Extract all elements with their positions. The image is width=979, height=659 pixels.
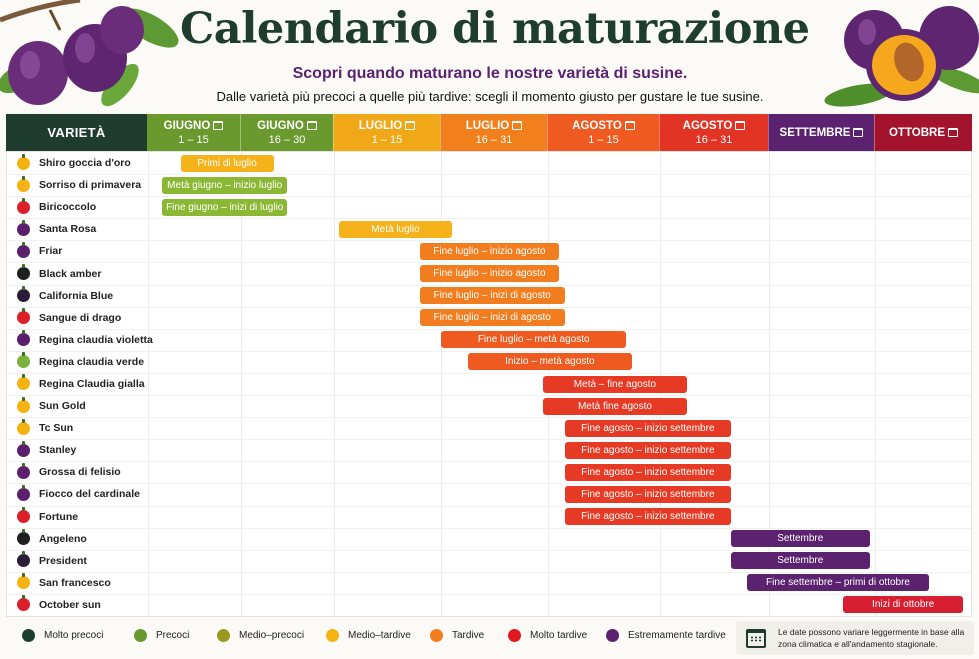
period-sublabel: 1 – 15 xyxy=(588,133,619,146)
legend-item xyxy=(22,629,103,642)
plum-icon xyxy=(17,400,30,413)
legend-item xyxy=(326,629,411,642)
legend-label: Estremamente tardive xyxy=(628,630,726,641)
row-divider xyxy=(7,417,971,418)
chart-body xyxy=(6,151,972,617)
ripening-bar: Fine giugno – inizi di luglio xyxy=(162,199,288,216)
legend-label: Molto tardive xyxy=(530,630,588,641)
period-label: AGOSTO xyxy=(572,119,622,132)
variety-header-label: VARIETÀ xyxy=(47,124,106,140)
row-divider xyxy=(7,594,971,595)
period-sublabel: 16 – 31 xyxy=(695,133,733,146)
variety-row xyxy=(7,329,153,351)
period-label: LUGLIO xyxy=(465,119,510,132)
ripening-bar: Inizi di ottobre xyxy=(843,596,963,613)
row-divider xyxy=(7,439,971,440)
plum-icon xyxy=(17,333,30,346)
plum-icon xyxy=(17,598,30,611)
variety-name: Sangue di drago xyxy=(39,311,122,324)
period-label: OTTOBRE xyxy=(888,126,945,139)
plum-icon xyxy=(17,157,30,170)
variety-column-header xyxy=(6,114,147,151)
variety-row xyxy=(7,240,147,262)
ripening-bar: Metà fine agosto xyxy=(543,398,688,415)
period-sublabel: 1 – 15 xyxy=(371,133,403,146)
row-divider xyxy=(7,572,971,573)
ripening-bar: Settembre xyxy=(731,530,870,547)
variety-name: Regina claudia verde xyxy=(39,355,145,368)
plum-icon xyxy=(17,355,30,368)
period-header-2 xyxy=(333,114,440,151)
row-divider xyxy=(7,218,971,219)
calendar-icon xyxy=(307,121,317,130)
legend-label: Precoci xyxy=(156,630,190,641)
grid-line xyxy=(334,152,335,616)
legend-label: Medio–precoci xyxy=(239,630,305,641)
variety-row xyxy=(7,373,147,395)
plum-halves-image xyxy=(819,0,979,112)
ripening-bar: Fine agosto – inizio settembre xyxy=(565,508,731,525)
calendar-icon xyxy=(948,128,958,137)
period-label: SETTEMBRE xyxy=(779,126,851,139)
ripening-bar: Fine luglio – inizi di agosto xyxy=(420,309,565,326)
period-header-6 xyxy=(768,114,874,151)
variety-row xyxy=(7,528,147,550)
row-divider xyxy=(7,550,971,551)
variety-row xyxy=(7,174,147,196)
variety-name: Black amber xyxy=(39,267,102,280)
row-divider xyxy=(7,329,971,330)
variety-row xyxy=(7,395,147,417)
page-intro: Dalle varietà più precoci a quelle più tardive: scegli il momento giusto per gustare le tue susine. xyxy=(216,89,764,104)
legend-label: Tardive xyxy=(452,630,485,641)
legend-item xyxy=(606,629,726,642)
row-divider xyxy=(7,174,971,175)
variety-name: Sorriso di primavera xyxy=(39,179,142,192)
plum-icon xyxy=(17,554,30,567)
climate-note xyxy=(736,621,974,655)
calendar-icon xyxy=(735,121,745,130)
plum-icon xyxy=(17,444,30,457)
calendar-icon xyxy=(213,121,223,130)
ripening-bar: Metà giugno – inizio luglio xyxy=(162,177,288,194)
legend-swatch xyxy=(508,629,521,642)
variety-row xyxy=(7,594,147,616)
period-label: GIUGNO xyxy=(257,119,304,132)
grid-line xyxy=(148,152,149,616)
period-header-4 xyxy=(547,114,659,151)
variety-row xyxy=(7,196,147,218)
period-sublabel: 1 – 15 xyxy=(178,133,209,146)
variety-row xyxy=(7,506,147,528)
variety-row xyxy=(7,483,147,505)
plum-icon xyxy=(17,245,30,258)
ripening-bar: Settembre xyxy=(731,552,870,569)
variety-row xyxy=(7,417,147,439)
variety-row xyxy=(7,262,147,284)
variety-row xyxy=(7,572,147,594)
variety-row xyxy=(7,152,147,174)
ripening-bar: Fine agosto – inizio settembre xyxy=(565,486,731,503)
row-divider xyxy=(7,506,971,507)
ripening-bar: Fine luglio – inizio agosto xyxy=(420,265,560,282)
plum-icon xyxy=(17,510,30,523)
ripening-bar: Primi di luglio xyxy=(181,155,274,172)
ripening-bar: Fine luglio – inizio agosto xyxy=(420,243,560,260)
variety-name: Grossa di felisio xyxy=(39,466,121,479)
grid-line xyxy=(241,152,242,616)
legend-item xyxy=(217,629,304,642)
legend-item xyxy=(430,629,484,642)
plum-icon xyxy=(17,311,30,324)
legend xyxy=(0,619,979,657)
ripening-bar: Fine settembre – primi di ottobre xyxy=(747,574,929,591)
legend-swatch xyxy=(430,629,443,642)
row-divider xyxy=(7,395,971,396)
variety-name: Stanley xyxy=(39,444,77,457)
variety-name: Santa Rosa xyxy=(39,223,97,236)
row-divider xyxy=(7,461,971,462)
plum-icon xyxy=(17,201,30,214)
plum-icon xyxy=(17,532,30,545)
calendar-icon xyxy=(512,121,522,130)
plum-icon xyxy=(17,179,30,192)
legend-label: Molto precoci xyxy=(44,630,104,641)
variety-name: Regina Claudia gialla xyxy=(39,377,145,390)
variety-name: Biricoccolo xyxy=(39,201,97,214)
period-label: GIUGNO xyxy=(163,119,211,132)
row-divider xyxy=(7,240,971,241)
plum-icon xyxy=(17,488,30,501)
period-header-7 xyxy=(874,114,972,151)
ripening-bar: Inizio – metà agosto xyxy=(468,353,632,370)
period-header-5 xyxy=(659,114,768,151)
period-sublabel: 16 – 31 xyxy=(475,133,513,146)
legend-swatch xyxy=(134,629,147,642)
period-header-3 xyxy=(440,114,547,151)
period-header-1 xyxy=(240,114,333,151)
period-label: LUGLIO xyxy=(358,119,403,132)
variety-row xyxy=(7,218,147,240)
ripening-bar: Metà – fine agosto xyxy=(543,376,688,393)
variety-row xyxy=(7,461,147,483)
calendar-icon xyxy=(853,128,863,137)
legend-swatch xyxy=(326,629,339,642)
period-header-0 xyxy=(147,114,240,151)
calendar-icon xyxy=(625,121,635,130)
variety-name: President xyxy=(39,554,87,567)
plum-icon xyxy=(17,466,30,479)
variety-name: California Blue xyxy=(39,289,114,302)
row-divider xyxy=(7,373,971,374)
ripening-bar: Metà luglio xyxy=(339,221,451,238)
variety-name: Fortune xyxy=(39,510,79,523)
variety-name: Tc Sun xyxy=(39,422,74,435)
plum-icon xyxy=(17,267,30,280)
period-sublabel: 16 – 30 xyxy=(268,133,306,146)
plum-icon xyxy=(17,422,30,435)
variety-name: October sun xyxy=(39,598,101,611)
variety-name: Regina claudia violetta xyxy=(39,333,153,346)
variety-name: San francesco xyxy=(39,576,111,589)
row-divider xyxy=(7,351,971,352)
legend-item xyxy=(134,629,189,642)
climate-note-text: Le date possono variare leggermente in base alla zona climatica e all'andamento stagionale. xyxy=(778,627,965,649)
variety-row xyxy=(7,439,147,461)
variety-row xyxy=(7,307,147,329)
ripening-bar: Fine agosto – inizio settembre xyxy=(565,442,731,459)
variety-name: Shiro goccia d'oro xyxy=(39,157,131,170)
page-subtitle: Scopri quando maturano le nostre varietà di susine. xyxy=(292,65,688,82)
ripening-bar: Fine agosto – inizio settembre xyxy=(565,464,731,481)
variety-name: Angeleno xyxy=(39,532,87,545)
plum-icon xyxy=(17,289,30,302)
page-title: Calendario di maturazione xyxy=(180,4,810,54)
grid-line xyxy=(875,152,876,616)
period-label: AGOSTO xyxy=(682,119,733,132)
variety-name: Friar xyxy=(39,245,63,258)
plum-icon xyxy=(17,576,30,589)
calendar-icon xyxy=(746,629,766,648)
legend-swatch xyxy=(22,629,35,642)
row-divider xyxy=(7,528,971,529)
plum-icon xyxy=(17,223,30,236)
ripening-bar: Fine luglio – inizi di agosto xyxy=(420,287,565,304)
row-divider xyxy=(7,262,971,263)
legend-item xyxy=(508,629,587,642)
legend-swatch xyxy=(217,629,230,642)
row-divider xyxy=(7,483,971,484)
row-divider xyxy=(7,285,971,286)
variety-row xyxy=(7,285,147,307)
row-divider xyxy=(7,307,971,308)
legend-label: Medio–tardive xyxy=(348,630,411,641)
plum-icon xyxy=(17,377,30,390)
ripening-bar: Fine luglio – metà agosto xyxy=(441,331,626,348)
legend-swatch xyxy=(606,629,619,642)
plum-branch-image xyxy=(0,0,185,115)
variety-name: Sun Gold xyxy=(39,400,86,413)
variety-row xyxy=(7,351,147,373)
variety-row xyxy=(7,550,147,572)
ripening-bar: Fine agosto – inizio settembre xyxy=(565,420,731,437)
row-divider xyxy=(7,196,971,197)
calendar-icon xyxy=(405,121,415,130)
variety-name: Fiocco del cardinale xyxy=(39,488,140,501)
ripening-chart xyxy=(6,114,972,617)
